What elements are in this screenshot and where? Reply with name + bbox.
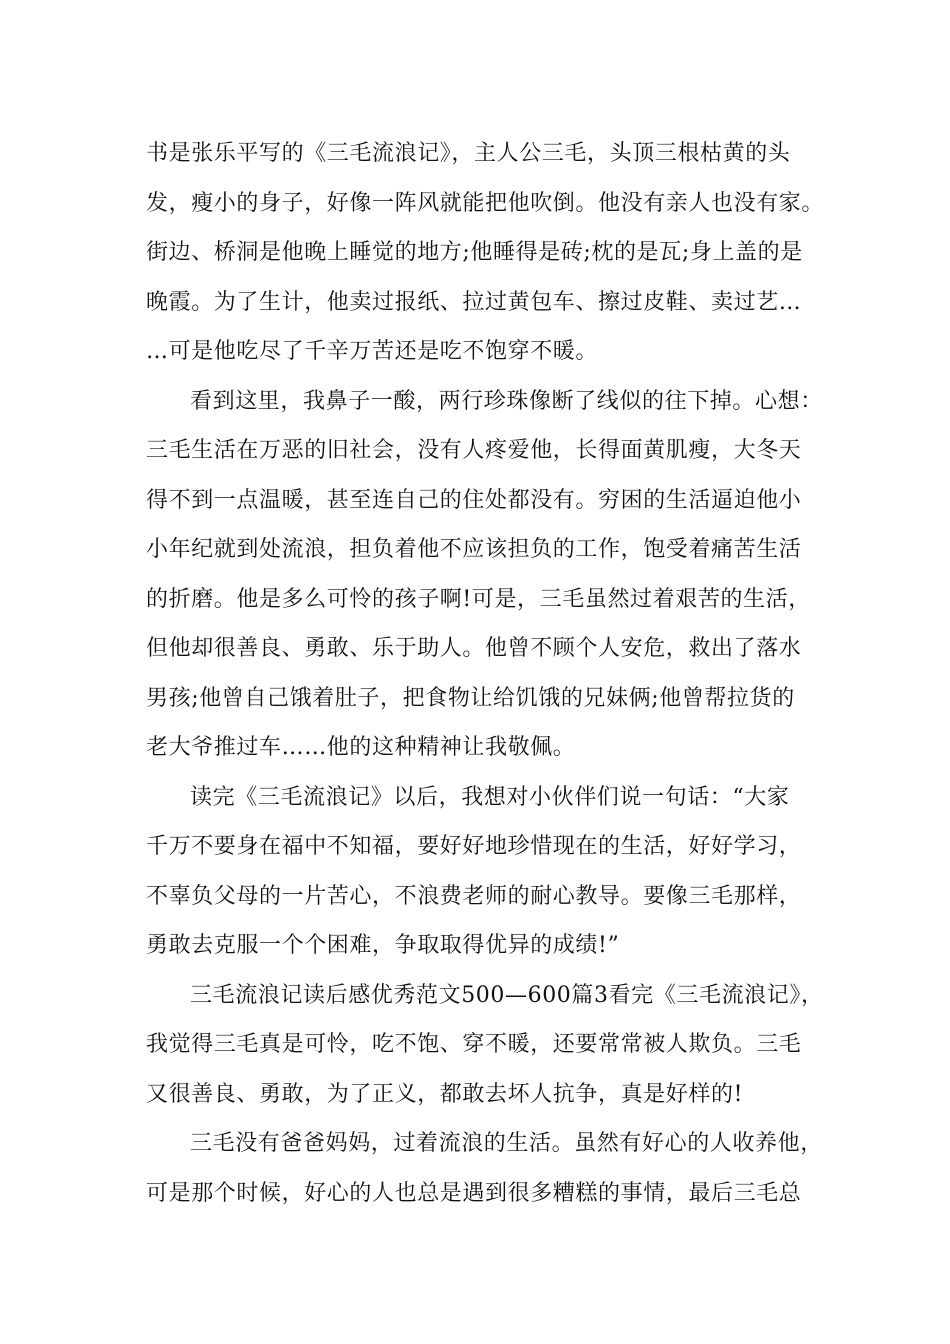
text-line: 晚霞。为了生计，他卖过报纸、拉过黄包车、擦过皮鞋、卖过艺… — [146, 290, 802, 315]
text-line: 男孩;他曾自己饿着肚子，把食物让给饥饿的兄妹俩;他曾帮拉货的 — [146, 686, 795, 711]
text-line: 小年纪就到处流浪，担负着他不应该担负的工作，饱受着痛苦生活 — [146, 537, 802, 562]
paragraph-first-line: 三毛流浪记读后感优秀范文500—600篇3看完《三毛流浪记》， — [190, 983, 824, 1008]
text-line: 的折磨。他是多么可怜的孩子啊!可是，三毛虽然过着艰苦的生活， — [146, 587, 811, 612]
text-line: 勇敢去克服一个个困难，争取取得优异的成绩!” — [146, 933, 620, 958]
text-line: 千万不要身在福中不知福，要好好地珍惜现在的生活，好好学习， — [146, 834, 802, 859]
text-line: 我觉得三毛真是可怜，吃不饱、穿不暖，还要常常被人欺负。三毛 — [146, 1032, 802, 1057]
text-line: 得不到一点温暖，甚至连自己的住处都没有。穷困的生活逼迫他小 — [146, 488, 802, 513]
paragraph-first-line: 读完《三毛流浪记》以后，我想对小伙伴们说一句话：“大家 — [190, 785, 790, 810]
text-line: 街边、桥洞是他晚上睡觉的地方;他睡得是砖;枕的是瓦;身上盖的是 — [146, 240, 803, 265]
paragraph-first-line: 看到这里，我鼻子一酸，两行珍珠像断了线似的往下掉。心想： — [190, 389, 823, 414]
text-line: 三毛生活在万恶的旧社会，没有人疼爱他，长得面黄肌瘦，大冬天 — [146, 438, 802, 463]
text-line: 又很善良、勇敢，为了正义，都敢去坏人抗争，真是好样的! — [146, 1082, 744, 1107]
text-line: 不辜负父母的一片苦心，不浪费老师的耐心教导。要像三毛那样， — [146, 884, 802, 909]
text-line: …可是他吃尽了千辛万苦还是吃不饱穿不暖。 — [146, 339, 599, 364]
text-line: 老大爷推过车……他的这种精神让我敬佩。 — [146, 735, 576, 760]
text-line: 但他却很善良、勇敢、乐于助人。他曾不顾个人安危，救出了落水 — [146, 636, 802, 661]
text-line: 发，瘦小的身子，好像一阵风就能把他吹倒。他没有亲人也没有家。 — [146, 191, 825, 216]
paragraph-first-line: 三毛没有爸爸妈妈，过着流浪的生活。虽然有好心的人收养他， — [190, 1131, 823, 1156]
text-line: 书是张乐平写的《三毛流浪记》，主人公三毛，头顶三根枯黄的头 — [146, 141, 791, 166]
text-line: 可是那个时候，好心的人也总是遇到很多糟糕的事情，最后三毛总 — [146, 1181, 802, 1206]
